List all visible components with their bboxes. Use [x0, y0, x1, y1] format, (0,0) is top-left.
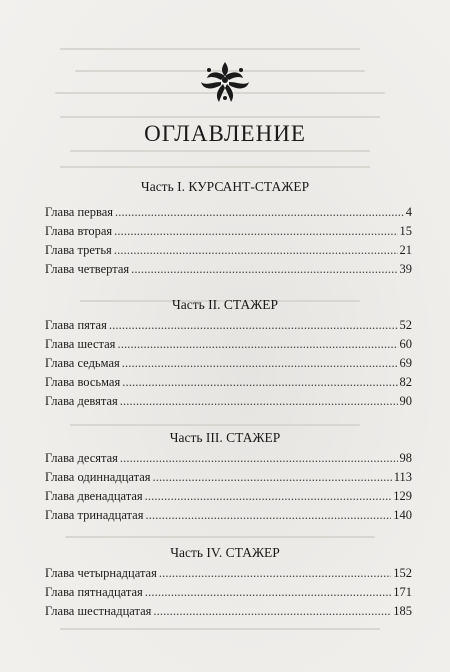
toc-entry[interactable] [45, 337, 412, 353]
dot-leader [117, 337, 397, 352]
chapter-label: Глава вторая [45, 224, 113, 238]
chapter-label: Глава седьмая [45, 356, 120, 370]
toc-entry[interactable] [45, 604, 412, 620]
chapter-page-number: 90 [399, 394, 412, 408]
chapter-label: Глава четвертая [45, 262, 130, 276]
chapter-label: Глава двенадцатая [45, 489, 143, 503]
dot-leader [145, 489, 392, 504]
dot-leader [145, 508, 391, 523]
part-heading: Часть II. СТАЖЕР [171, 297, 279, 312]
chapter-page-number: 152 [393, 566, 412, 580]
dot-leader [120, 394, 398, 409]
chapter-page-number: 39 [399, 262, 412, 276]
dot-leader [153, 470, 392, 485]
toc-entry[interactable] [45, 470, 412, 486]
toc-entry[interactable] [45, 375, 412, 391]
chapter-label: Глава четырнадцатая [45, 566, 157, 580]
chapter-page-number: 52 [399, 318, 412, 332]
dot-leader [145, 585, 391, 600]
toc-entry[interactable] [45, 566, 412, 582]
chapter-label: Глава шестнадцатая [45, 604, 152, 618]
chapter-label: Глава одиннадцатая [45, 470, 151, 484]
dot-leader [122, 356, 398, 371]
toc-entry[interactable] [45, 224, 412, 240]
dot-leader [153, 604, 391, 619]
toc-entry[interactable] [45, 489, 412, 505]
toc-entry[interactable] [45, 205, 412, 221]
dot-leader [131, 262, 397, 277]
chapter-page-number: 129 [393, 489, 412, 503]
chapter-label: Глава третья [45, 243, 112, 257]
toc-entry[interactable] [45, 508, 412, 524]
toc-title: ОГЛАВЛЕНИЕ [144, 121, 306, 146]
part-heading: Часть I. КУРСАНТ-СТАЖЕР [140, 179, 310, 194]
chapter-page-number: 4 [405, 205, 412, 219]
chapter-page-number: 82 [399, 375, 412, 389]
part-heading: Часть III. СТАЖЕР [169, 430, 281, 445]
chapter-page-number: 60 [399, 337, 412, 351]
chapter-page-number: 69 [399, 356, 412, 370]
chapter-page-number: 113 [393, 470, 412, 484]
chapter-label: Глава пятнадцатая [45, 585, 143, 599]
dot-leader [109, 318, 398, 333]
toc-entry[interactable] [45, 356, 412, 372]
dot-leader [115, 205, 404, 220]
chapter-page-number: 21 [399, 243, 412, 257]
toc-entry[interactable] [45, 262, 412, 278]
toc-entry[interactable] [45, 451, 412, 467]
chapter-label: Глава восьмая [45, 375, 121, 389]
chapter-page-number: 185 [393, 604, 412, 618]
chapter-label: Глава тринадцатая [45, 508, 144, 522]
chapter-label: Глава девятая [45, 394, 118, 408]
floral-ornament-icon [199, 60, 251, 104]
chapter-page-number: 171 [393, 585, 412, 599]
dot-leader [114, 224, 397, 239]
toc-entry[interactable] [45, 318, 412, 334]
chapter-label: Глава первая [45, 205, 114, 219]
dot-leader [114, 243, 398, 258]
part-heading: Часть IV. СТАЖЕР [170, 545, 280, 560]
chapter-page-number: 140 [393, 508, 412, 522]
chapter-page-number: 98 [399, 451, 412, 465]
chapter-label: Глава десятая [45, 451, 118, 465]
dot-leader [159, 566, 391, 581]
toc-entry[interactable] [45, 394, 412, 410]
toc-entry[interactable] [45, 585, 412, 601]
chapter-label: Глава шестая [45, 337, 116, 351]
dot-leader [120, 451, 398, 466]
chapter-page-number: 15 [399, 224, 412, 238]
toc-entry[interactable] [45, 243, 412, 259]
chapter-label: Глава пятая [45, 318, 107, 332]
dot-leader [122, 375, 397, 390]
